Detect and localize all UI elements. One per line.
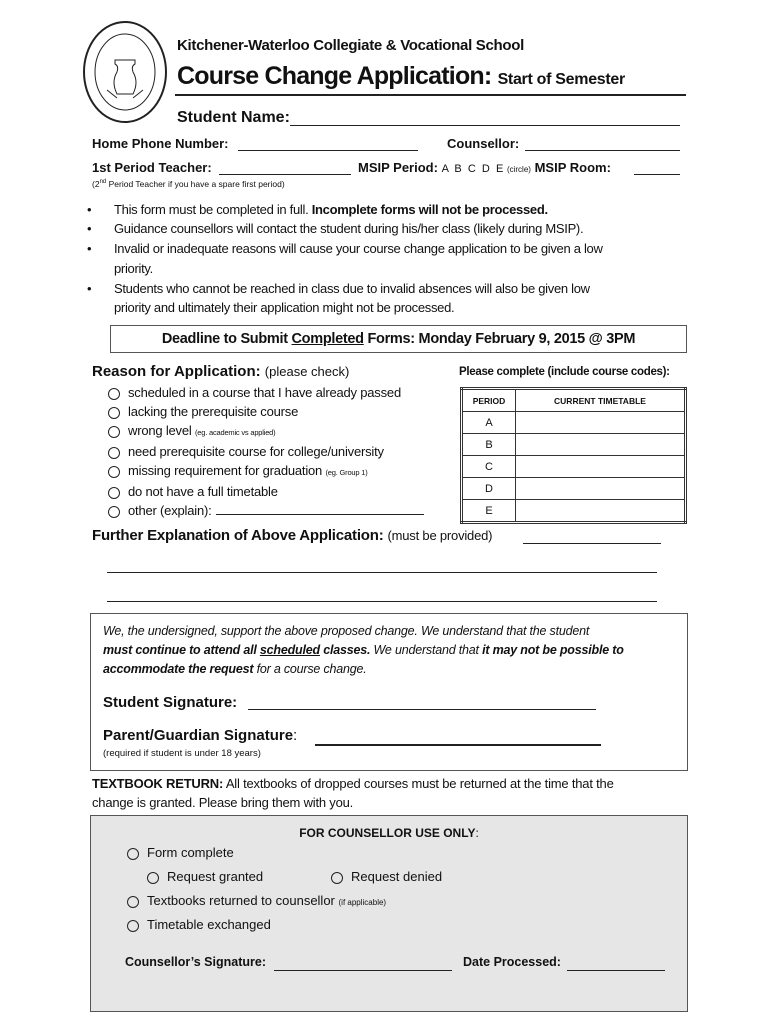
explanation-line[interactable] — [523, 543, 661, 544]
radio-circle-icon — [108, 447, 120, 459]
course-cell[interactable] — [516, 478, 686, 500]
reason-option[interactable]: wrong level (eg. academic vs applied) — [108, 421, 424, 442]
parent-signature-note: (required if student is under 18 years) — [103, 748, 261, 759]
course-cell[interactable] — [516, 500, 686, 523]
counsellor-signature-label: Counsellor’s Signature: — [125, 955, 266, 969]
textbook-return-note: TEXTBOOK RETURN: All textbooks of dropped courses must be returned at the time that the change is granted. Please bring them with you. — [92, 776, 614, 810]
title-subtitle: Start of Semester — [497, 71, 625, 88]
request-granted-option[interactable]: Request granted — [147, 869, 263, 884]
student-signature-label: Student Signature: — [103, 694, 238, 711]
deadline-box: Deadline to Submit Completed Forms: Monday February 9, 2015 @ 3PM — [110, 325, 687, 353]
reason-option[interactable]: scheduled in a course that I have already passed — [108, 383, 424, 402]
request-denied-option[interactable]: Request denied — [331, 869, 442, 884]
school-name: Kitchener-Waterloo Collegiate & Vocational School — [177, 37, 525, 54]
msip-period-options[interactable]: A B C D E — [441, 163, 504, 175]
home-phone-label: Home Phone Number: — [92, 136, 229, 151]
page-title — [177, 62, 625, 91]
radio-circle-icon — [108, 388, 120, 400]
title-text: Course Change Application: — [177, 62, 492, 90]
radio-circle-icon — [147, 872, 159, 884]
radio-circle-icon — [108, 506, 120, 518]
support-statement: We, the undersigned, support the above proposed change. We understand that the student must continue to attend all scheduled classes. We understand that it may not be possible to accommodate the request for a course change. — [103, 624, 624, 676]
course-cell[interactable] — [516, 456, 686, 478]
parent-signature-field[interactable] — [315, 744, 601, 746]
reason-option[interactable]: need prerequisite course for college/university — [108, 442, 424, 461]
period-header: PERIOD — [462, 389, 516, 412]
counsellor-signature-field[interactable] — [274, 970, 452, 971]
reason-option[interactable]: other (explain): — [108, 501, 424, 520]
course-cell[interactable] — [516, 412, 686, 434]
timetable-table — [460, 387, 687, 524]
course-cell[interactable] — [516, 434, 686, 456]
explanation-line[interactable] — [107, 572, 657, 573]
form-complete-option[interactable]: Form complete — [127, 845, 234, 860]
parent-signature-label: Parent/Guardian Signature: — [103, 727, 298, 744]
explanation-line[interactable] — [107, 601, 657, 602]
current-timetable-header: CURRENT TIMETABLE — [516, 389, 686, 412]
timetable-exchanged-option[interactable]: Timetable exchanged — [127, 917, 271, 932]
counsellor-field[interactable] — [525, 150, 680, 151]
footnote: (2nd Period Teacher if you have a spare first period) — [92, 179, 285, 189]
msip-period-label: MSIP Period: — [358, 160, 438, 175]
radio-circle-icon — [108, 407, 120, 419]
period-cell: C — [462, 456, 516, 478]
textbooks-returned-option[interactable]: Textbooks returned to counsellor (if applicable) — [127, 893, 386, 908]
counsellor-use-title: FOR COUNSELLOR USE ONLY: — [299, 826, 479, 840]
timetable-caption: Please complete (include course codes): — [459, 366, 670, 378]
radio-circle-icon — [127, 848, 139, 860]
radio-circle-icon — [108, 466, 120, 478]
radio-circle-icon — [108, 426, 120, 438]
title-rule — [175, 94, 686, 96]
msip-room-field[interactable] — [634, 174, 680, 175]
circle-note: (circle) — [506, 165, 531, 174]
reason-option[interactable]: missing requirement for graduation (eg. Group 1) — [108, 461, 424, 482]
date-processed-field[interactable] — [567, 970, 665, 971]
period-cell: D — [462, 478, 516, 500]
reason-option[interactable]: lacking the prerequisite course — [108, 402, 424, 421]
form-page: Kitchener-Waterloo Collegiate & Vocational School Course Change Application: Start of Semester Student Name: Home Phone Number: Counsellor: 1st Period Teacher: MSIP Period: A B C D E (circle) MSIP Room: (2nd Period Teacher if you have a spare first period) This form must be completed in full. Incomplete forms will not be processed. Guidance counsellors will contact the student during his/her class (likely during MSIP). Invalid or inadequate reasons will cause your course change application to be given a low priority. Students who cannot be reached in class due to invalid absences will also be given low priority and ultimately their application might not be processed. Deadline to Submit Completed Forms: Monday February 9, 2015 @ 3PM Reason for Application: (please check) scheduled in a course that I have already passed lacking the prerequisite course wrong level (eg. academic vs applied) need prerequisite course for college/university missing requirement for graduation (eg. Group 1) do not have a full timetable other (explain): Please complete (include course codes): PERIOD CURRENT TIMETABLE A B C D E Further Explanation of Above Application: (must be provided) We, the undersigned, support the above proposed change. We understand that the student must continue to attend all scheduled classes. We understand that it may not be possible to accommodate the request for a course change. Student Signature: Parent/Guardian Signature: (required if student is under 18 years) TEXTBOOK RETURN: All textbooks of dropped courses must be returned at the time that the change is granted. Please bring them with you. FOR COUNSELLOR USE ONLY: Form complete Request granted Request denied Textbooks returned to counsellor (if applicable) Timetable exchanged Counsellor’s Signature: Date Processed: — [0, 0, 770, 1024]
reason-heading: Reason for Application: (please check) — [92, 363, 350, 380]
school-crest-logo — [82, 20, 168, 124]
radio-circle-icon — [331, 872, 343, 884]
msip-room-label: MSIP Room: — [534, 160, 611, 175]
reason-options — [108, 383, 424, 520]
period-cell: B — [462, 434, 516, 456]
home-phone-field[interactable] — [238, 150, 418, 151]
period-cell: A — [462, 412, 516, 434]
radio-circle-icon — [127, 920, 139, 932]
counsellor-label: Counsellor: — [447, 136, 520, 151]
student-signature-field[interactable] — [248, 709, 596, 710]
period-cell: E — [462, 500, 516, 523]
date-processed-label: Date Processed: — [463, 955, 561, 969]
support-box — [90, 613, 688, 771]
counsellor-use-box — [90, 815, 688, 1012]
further-explanation-heading: Further Explanation of Above Application: (must be provided) — [92, 527, 493, 544]
radio-circle-icon — [127, 896, 139, 908]
student-name-label: Student Name: — [177, 109, 290, 126]
msip-period-row — [358, 160, 611, 175]
first-period-field[interactable] — [219, 174, 351, 175]
reason-option[interactable]: do not have a full timetable — [108, 482, 424, 501]
first-period-label: 1st Period Teacher: — [92, 160, 212, 175]
radio-circle-icon — [108, 487, 120, 499]
student-name-field[interactable] — [290, 125, 680, 126]
